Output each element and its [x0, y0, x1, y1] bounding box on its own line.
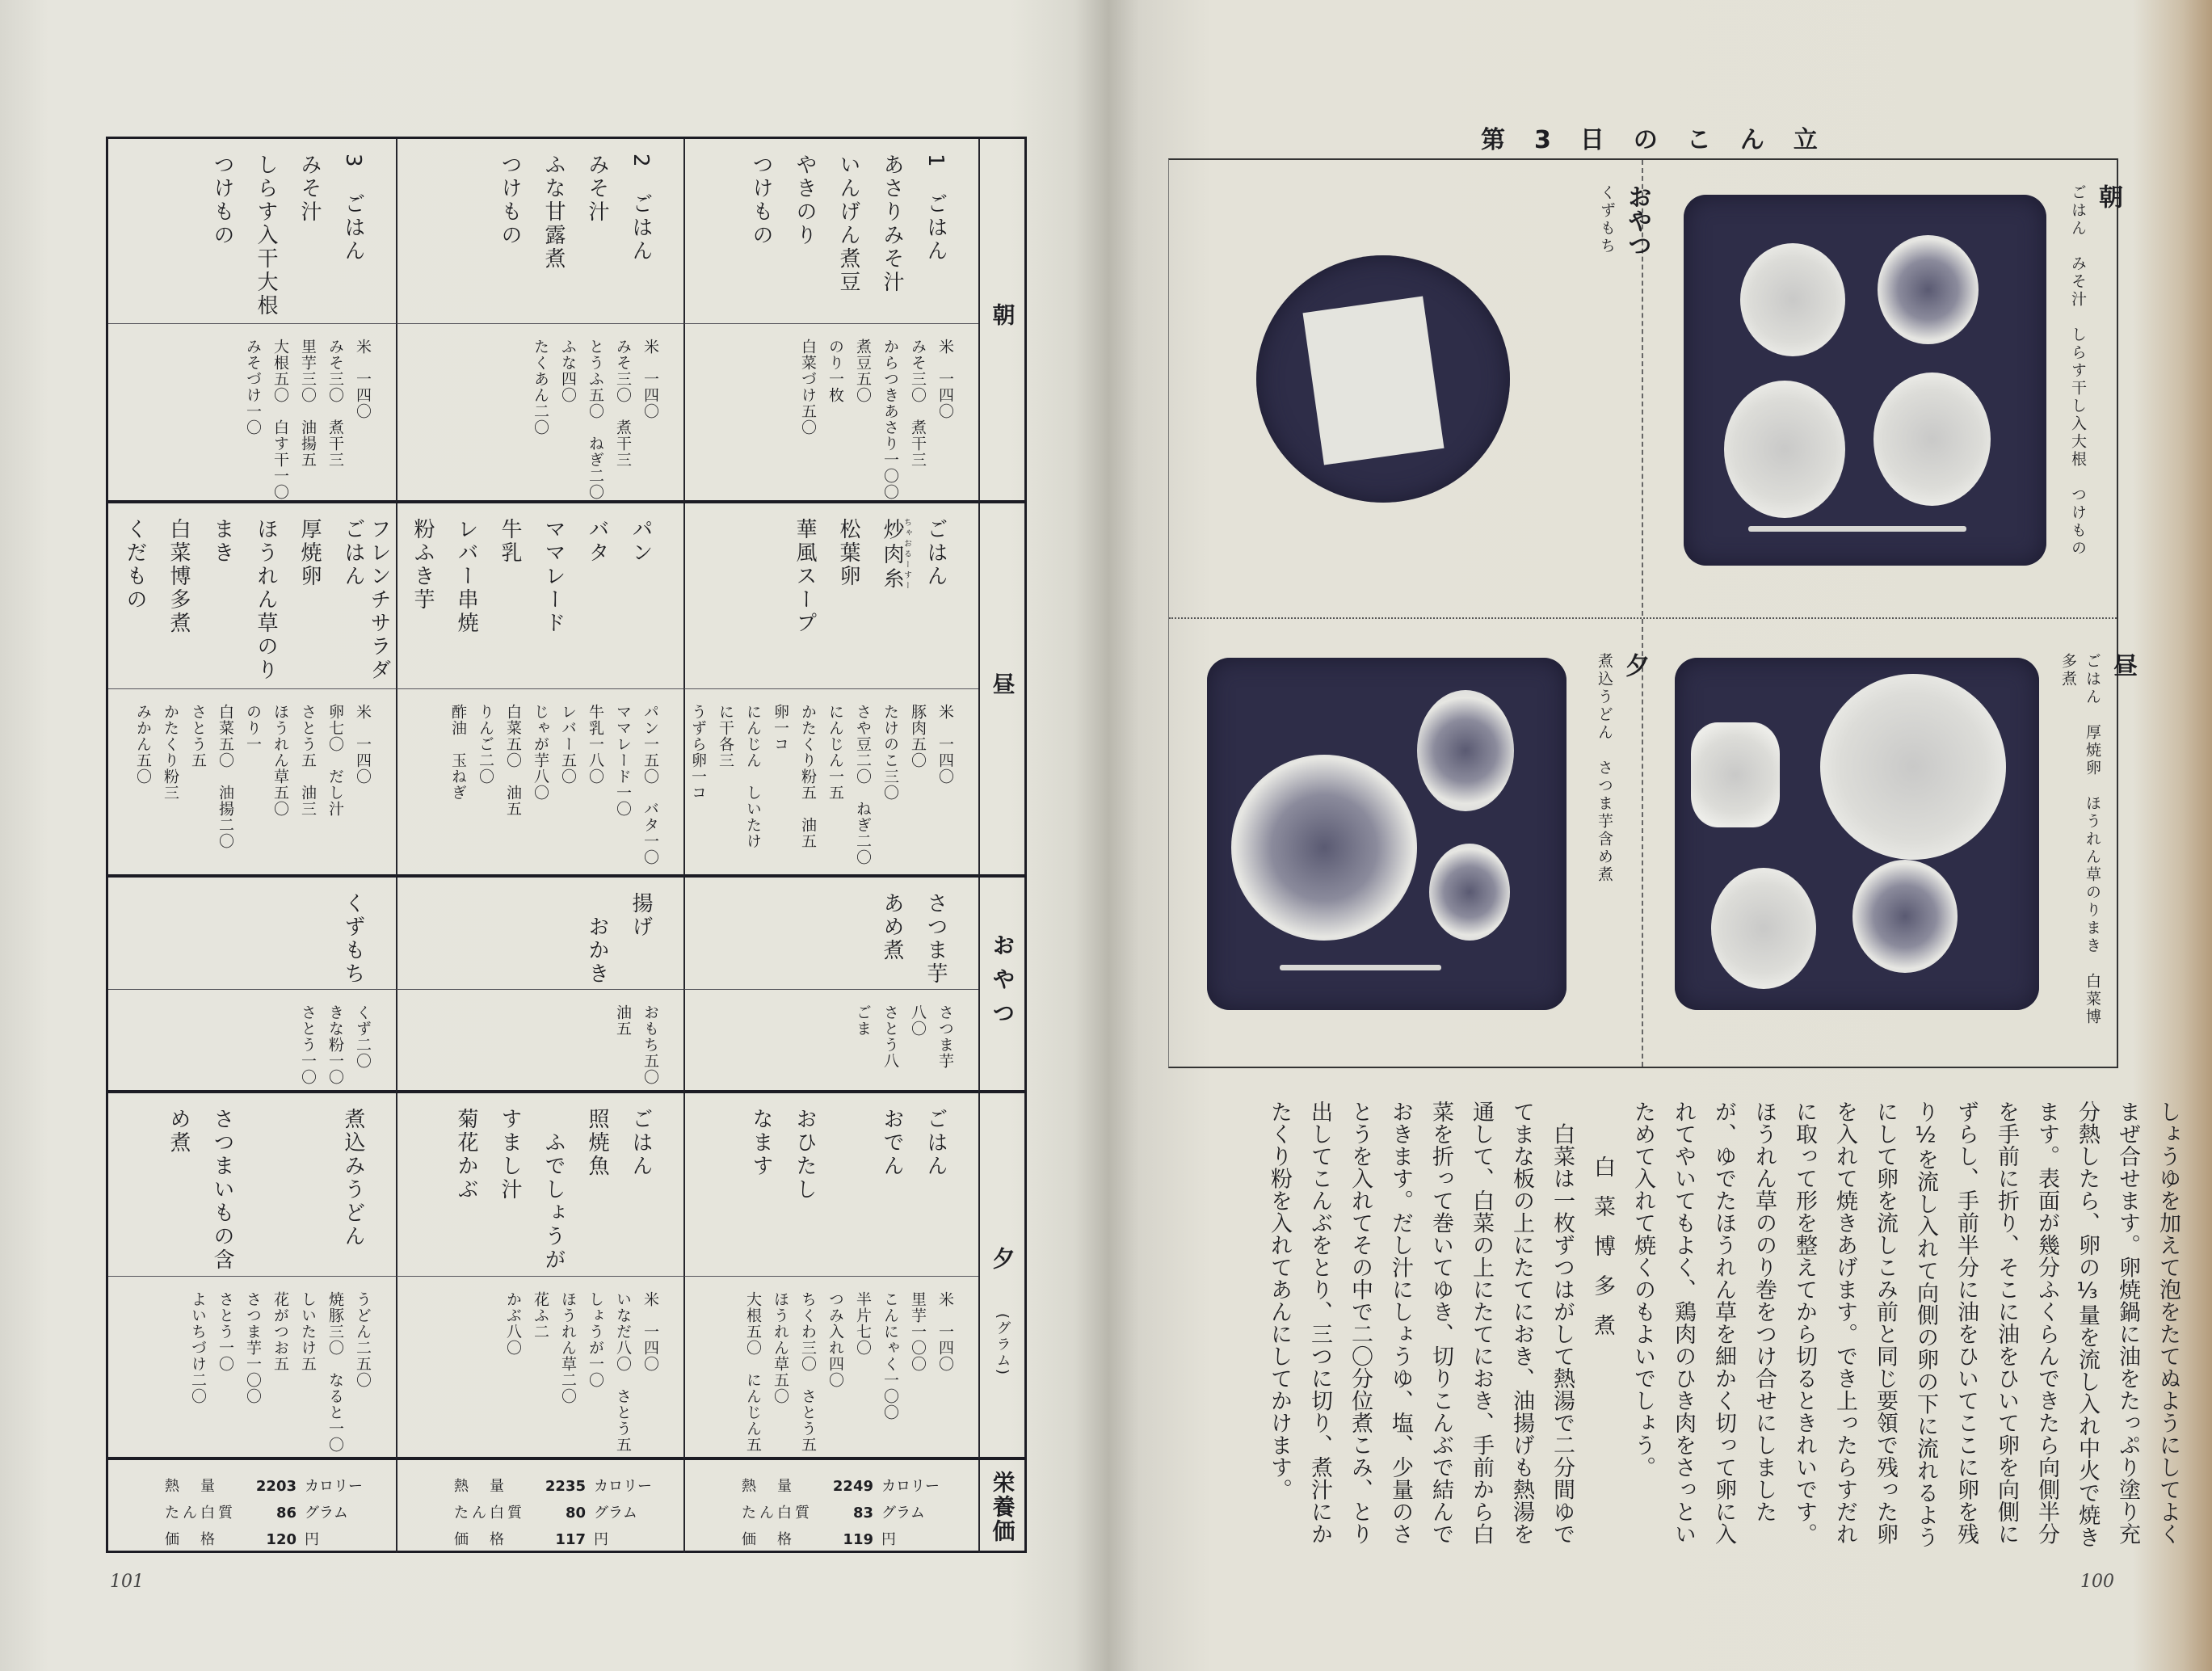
chopsticks-icon — [1748, 526, 1966, 532]
ingredient-item: ごま — [854, 1004, 872, 1037]
row-label-lunch — [978, 503, 1024, 878]
ruby-reading: ちゃおるーすー — [902, 518, 911, 591]
nutrition-label: 価 格 — [454, 1531, 507, 1548]
day1-lunch-ingredients-cell — [683, 689, 978, 878]
nutrition-value: 119 — [843, 1531, 873, 1548]
label-text: 夕 — [989, 1247, 1016, 1281]
page-number: 100 — [2080, 1572, 2114, 1592]
menu-item: 粉ふき芋 — [410, 518, 435, 612]
nutrition-label: たん白質 — [165, 1505, 236, 1522]
row-label-dinner — [978, 1093, 1024, 1460]
bowl-icon — [1691, 722, 1780, 827]
rice-bowl-icon — [1724, 381, 1845, 518]
text-line: れてやいてもよく、鶏肉のひき肉をさっとい — [1671, 1101, 1696, 1545]
menu-item: やきのり — [793, 154, 817, 247]
menu-item: 白菜博多煮 — [166, 518, 191, 635]
text-line: しょうゆを加えて泡をたてぬようにしてよく — [2155, 1101, 2180, 1545]
text-line: 出してこんぶをとり、三つに切り、煮汁にか — [1307, 1101, 1332, 1545]
ingredient-item: 煮豆五〇 — [854, 339, 872, 403]
ingredient-item: 米 一四〇 — [936, 1291, 954, 1372]
ingredient-item: 白菜づけ五〇 — [799, 339, 817, 436]
nutrition-value: 117 — [555, 1531, 586, 1548]
text-line: が、ゆでたほうれん草を細かく切って卵に入 — [1711, 1101, 1736, 1545]
bowl-icon — [1878, 235, 1979, 344]
lunch-photo — [1675, 658, 2039, 1010]
caption-morning — [2066, 184, 2126, 558]
caption-text: ごはん 厚焼卵 ほうれん草のりまき 白菜博 — [2084, 653, 2101, 1026]
ingredient-item: きな粉一〇 — [326, 1004, 344, 1085]
text-line: ためて入れて焼くのもよいでしょう。 — [1630, 1101, 1655, 1479]
menu-item: 3 ごはん — [341, 154, 365, 263]
protein-row — [742, 1500, 978, 1526]
bowl-icon — [1417, 690, 1514, 811]
nutrition-unit: 円 — [594, 1531, 608, 1548]
nutrition-label: 価 格 — [742, 1531, 795, 1548]
caption-label: おやつ — [1623, 184, 1651, 257]
dinner-photo — [1207, 658, 1566, 1010]
menu-item: 揚げ — [629, 892, 653, 939]
nutrition-value: 86 — [275, 1505, 296, 1522]
nutrition-unit: カロリー — [305, 1478, 363, 1495]
ingredient-item: 米 一四〇 — [641, 1291, 659, 1372]
ingredient-item: 酢油 玉ねぎ — [449, 704, 467, 801]
ingredient-item: みそ三〇 煮干三 — [909, 339, 927, 468]
menu-item: みそ汁 — [585, 154, 609, 224]
day2-snack-menu-cell — [396, 878, 683, 990]
day2-snack-ingredients-cell — [396, 990, 683, 1093]
ingredient-item: かたくり粉三 — [162, 704, 179, 801]
page-title: 第3日のこん立 — [1481, 126, 1847, 154]
ingredient-item: に干各三 — [717, 704, 734, 768]
menu-list — [685, 878, 978, 989]
nutrition-unit: カロリー — [881, 1478, 940, 1495]
bowl-icon — [1852, 860, 1958, 973]
dish-name: 炒肉糸 — [880, 518, 904, 591]
menu-item: 厚焼卵 — [297, 518, 322, 588]
recipe-text — [1251, 1101, 2188, 1569]
ingredient-item: よいちづけ二〇 — [189, 1291, 207, 1404]
ingredient-item: さとう八 — [881, 1004, 899, 1069]
caption-lunch — [2056, 653, 2140, 1026]
calories-row — [742, 1473, 978, 1500]
caption-text: 煮込うどん さつま芋含め煮 — [1596, 653, 1613, 884]
price-row — [742, 1526, 978, 1553]
day2-dinner-menu-cell — [396, 1093, 683, 1277]
ingredient-item: ママレード一〇 — [614, 704, 632, 817]
ingredient-item: つみ入れ四〇 — [826, 1291, 844, 1388]
menu-item: 2 ごはん — [629, 154, 653, 263]
ingredient-item: にんじん しいたけ — [744, 704, 762, 849]
day1-morning-menu-cell — [683, 139, 978, 324]
label-text: おやつ — [989, 932, 1016, 1035]
ingredient-item: さとう一〇 — [299, 1004, 317, 1085]
ingredient-item: たくあん二〇 — [532, 339, 549, 436]
protein-row — [165, 1500, 396, 1526]
menu-list — [397, 1093, 683, 1276]
label-text: 朝 — [989, 302, 1016, 337]
menu-item: あさりみそ汁 — [880, 154, 904, 294]
bowl-icon — [1429, 844, 1510, 941]
ingredient-item: ちくわ三〇 さとう五 — [799, 1291, 817, 1453]
nutrition-unit: グラム — [594, 1505, 637, 1522]
nutrition-unit: グラム — [305, 1505, 348, 1522]
menu-item: 華風スープ — [793, 518, 817, 635]
menu-item: まき — [210, 518, 234, 565]
divider-horizontal — [1169, 617, 2117, 619]
menu-item — [288, 1108, 331, 1276]
ingredient-item: かたくり粉五 油五 — [799, 704, 817, 849]
nutrition-unit: カロリー — [594, 1478, 652, 1495]
menu-list — [108, 503, 396, 688]
menu-item — [244, 1108, 288, 1276]
ingredient-item: 豚肉五〇 — [909, 704, 927, 768]
ingredient-item: さつま芋一〇〇 — [244, 1291, 262, 1404]
day1-nutrition-cell — [683, 1460, 978, 1553]
ingredient-item: 白菜五〇 油五 — [504, 704, 522, 817]
day2-nutrition-cell — [396, 1460, 683, 1553]
ingredient-item: うどん二五〇 — [354, 1291, 372, 1388]
ingredient-item: にんじん一五 — [826, 704, 844, 801]
text-line: ます。表面が幾分ふくらんできたら向側半分 — [2034, 1101, 2059, 1545]
menu-item: め煮 — [166, 1108, 191, 1155]
ingredient-item: しょうが一〇 — [587, 1291, 604, 1388]
day3-snack-menu-cell — [108, 878, 396, 990]
price-row — [454, 1526, 683, 1553]
soup-bowl-icon — [1873, 373, 1991, 506]
ingredient-item: うずら卵一コ — [689, 704, 707, 801]
ingredient-item: のり一枚 — [826, 339, 844, 403]
day3-dinner-ingredients-cell — [108, 1277, 396, 1460]
menu-item: ごはん — [341, 518, 365, 588]
row-label-nutrition — [978, 1460, 1024, 1553]
day1-dinner-menu-cell — [683, 1093, 978, 1277]
nutrition-label: 熱 量 — [454, 1478, 507, 1495]
menu-item — [870, 518, 914, 688]
text-line: ずらし、手前半分に油をひいてここに卵を残 — [1953, 1101, 1979, 1545]
nutrition-label: 熱 量 — [165, 1478, 218, 1495]
day3-lunch-menu-cell — [108, 503, 396, 689]
menu-item: レバー串焼 — [454, 518, 478, 635]
nutrition-label: 価 格 — [165, 1531, 218, 1548]
ingredient-item: ほうれん草二〇 — [559, 1291, 577, 1404]
ingredient-list — [397, 1277, 683, 1457]
ingredient-list — [108, 990, 396, 1090]
menu-item: ごはん — [923, 518, 948, 588]
ingredient-item: 米 一四〇 — [354, 704, 372, 785]
day2-lunch-ingredients-cell — [396, 689, 683, 878]
text-line: とうを入れてその中で二〇分位煮こみ、とり — [1348, 1101, 1373, 1545]
row-label-snack — [978, 878, 1024, 1093]
ingredient-item: のり一 — [244, 704, 262, 752]
ingredient-item: 半片七〇 — [854, 1291, 872, 1356]
text-line: に取って形を整えてから切るときれいです。 — [1792, 1101, 1817, 1545]
caption-label: 朝 — [2094, 184, 2122, 208]
menu-list — [108, 139, 396, 323]
breakfast-photo — [1684, 195, 2046, 566]
ingredient-item: 牛乳一八〇 — [587, 704, 604, 785]
menu-item: あめ煮 — [880, 892, 904, 962]
bowl-icon — [1740, 243, 1845, 356]
day1-morning-ingredients-cell — [683, 324, 978, 503]
ingredient-item: レバー五〇 — [559, 704, 577, 785]
day3-dinner-menu-cell — [108, 1093, 396, 1277]
ingredient-item: さとう一〇 — [217, 1291, 234, 1372]
ingredient-item: 白菜五〇 油揚二〇 — [217, 704, 234, 849]
ingredient-item: みかん五〇 — [134, 704, 152, 785]
ingredient-item: 卵七〇 だし汁 — [326, 704, 344, 817]
row-label-morning — [978, 139, 1024, 503]
text-line: ほうれん草ののり巻をつけ合せにしました — [1752, 1101, 1777, 1523]
menu-item: フレンチサラダ — [367, 518, 391, 682]
ingredient-item: ほうれん草五〇 — [271, 704, 289, 817]
ingredient-item: くず二〇 — [354, 1004, 372, 1069]
text-line: たくり粉を入れてあんにしてかけます。 — [1267, 1101, 1292, 1501]
ingredient-item: ほうれん草五〇 — [772, 1291, 789, 1404]
menu-item: ごはん — [923, 1108, 948, 1178]
day1-snack-ingredients-cell — [683, 990, 978, 1093]
day1-snack-menu-cell — [683, 878, 978, 990]
ingredient-item: みそづけ一〇 — [244, 339, 262, 436]
menu-list — [685, 503, 978, 688]
menu-item: さつまいもの含 — [210, 1108, 234, 1272]
caption-label: 昼 — [2109, 653, 2137, 677]
nutrition-label: 熱 量 — [742, 1478, 795, 1495]
menu-item: すまし汁 — [498, 1108, 522, 1202]
ingredient-list — [685, 990, 978, 1090]
menu-list — [685, 139, 978, 323]
ingredient-item: じゃが芋八〇 — [532, 704, 549, 801]
rice-bowl-icon — [1711, 868, 1816, 989]
menu-item: しらす入干大根 — [254, 154, 278, 318]
ingredient-item: さとう五 油三 — [299, 704, 317, 817]
ingredient-item: 米 一四〇 — [936, 704, 954, 785]
nutrition-value: 120 — [266, 1531, 296, 1548]
caption-dinner — [1592, 653, 1652, 884]
unit-label: (グラム) — [994, 1313, 1011, 1377]
day3-snack-ingredients-cell — [108, 990, 396, 1093]
day1-lunch-menu-cell — [683, 503, 978, 689]
day2-dinner-ingredients-cell — [396, 1277, 683, 1460]
text-line: 菜を折って巻いてゆき、切りこんぶで結んで — [1428, 1101, 1453, 1545]
label-text: 昼 — [989, 671, 1016, 706]
menu-list — [397, 139, 683, 323]
menu-table — [106, 137, 1027, 1553]
day3-morning-ingredients-cell — [108, 324, 396, 503]
menu-item: 菊花かぶ — [454, 1108, 478, 1202]
ingredient-item: 花ふ二 — [532, 1291, 549, 1340]
ingredient-item: 米 一四〇 — [936, 339, 954, 419]
ingredient-item: 大根五〇 白す干一〇 — [271, 339, 289, 500]
ingredient-item: いなだ八〇 さとう五 — [614, 1291, 632, 1453]
nutrition-value: 2203 — [255, 1478, 296, 1495]
menu-item: おでん — [880, 1108, 904, 1178]
menu-item: さつま芋 — [923, 892, 948, 986]
text-line: 白菜は一枚ずつはがして熱湯で二分間ゆで — [1550, 1101, 1575, 1545]
ingredient-item: パン一五〇 バタ一〇 — [641, 704, 659, 865]
page-number: 101 — [110, 1572, 144, 1592]
day2-morning-ingredients-cell — [396, 324, 683, 503]
menu-item: 煮込みうどん — [341, 1108, 365, 1248]
udon-pot-icon — [1231, 755, 1417, 941]
price-row — [165, 1526, 396, 1553]
menu-item: 照焼魚 — [585, 1108, 609, 1178]
ingredient-item: おもち五〇 — [641, 1004, 659, 1085]
menu-item: なます — [749, 1108, 773, 1178]
menu-list — [108, 878, 396, 989]
text-line: 通して、白菜の上にたてにおき、手前から白 — [1469, 1101, 1494, 1545]
ingredient-item: 大根五〇 にんじん五 — [744, 1291, 762, 1453]
menu-item: ごはん — [629, 1108, 653, 1178]
ingredient-item: ふな四〇 — [559, 339, 577, 403]
ingredient-item: 焼豚三〇 なると一〇 — [326, 1291, 344, 1453]
menu-item: 牛乳 — [498, 518, 522, 565]
text-line: を入れて焼きあげます。でき上ったらすだれ — [1832, 1101, 1857, 1545]
nutrition-value: 83 — [852, 1505, 873, 1522]
day2-morning-menu-cell — [396, 139, 683, 324]
menu-item: みそ汁 — [297, 154, 322, 224]
caption-text: くずもち — [1598, 184, 1616, 255]
text-line: り½を流し入れて向側の卵の下に流れるよう — [1913, 1101, 1938, 1548]
text-line: を手前に折り、そこに油をひいて卵を向側に — [1994, 1101, 2019, 1545]
ingredient-item: しいたけ五 — [299, 1291, 317, 1372]
nutrition-value: 2249 — [832, 1478, 873, 1495]
menu-item: ママレード — [541, 518, 566, 635]
menu-item: つけもの — [749, 154, 773, 247]
ingredient-item: さつま芋 — [936, 1004, 954, 1069]
menu-list — [108, 1093, 396, 1276]
nutrition-value: 2235 — [545, 1478, 586, 1495]
ingredient-item: たけのこ三〇 — [881, 704, 899, 801]
label-text: 栄養価 — [989, 1470, 1016, 1543]
ingredient-list — [397, 689, 683, 874]
menu-item: パン — [629, 518, 653, 565]
menu-item: 松葉卵 — [836, 518, 860, 588]
menu-item: つけもの — [210, 154, 234, 247]
menu-item: 1 ごはん — [923, 154, 948, 263]
calories-row — [454, 1473, 683, 1500]
ingredient-list — [397, 990, 683, 1090]
menu-item: ほうれん草のり — [254, 518, 278, 682]
calories-row — [165, 1473, 396, 1500]
nutrition-label: たん白質 — [742, 1505, 813, 1522]
ingredient-item: 花がつお五 — [271, 1291, 289, 1372]
recipe-heading: 白菜博多煮 — [1590, 1155, 1615, 1353]
ingredient-item: 油五 — [614, 1004, 632, 1037]
menu-item: くずもち — [341, 892, 365, 986]
menu-item: おひたし — [793, 1108, 817, 1202]
ingredient-list — [397, 324, 683, 500]
day1-dinner-ingredients-cell — [683, 1277, 978, 1460]
ingredient-list — [685, 689, 978, 874]
menu-item: いんげん煮豆 — [836, 154, 860, 294]
menu-list — [685, 1093, 978, 1276]
divider-vertical — [1642, 160, 1643, 1067]
photo-frame — [1168, 158, 2137, 1068]
ingredient-item: りんご二〇 — [477, 704, 494, 785]
ingredient-item: こんにゃく一〇〇 — [881, 1291, 899, 1421]
menu-item: くだもの — [123, 518, 147, 612]
ingredient-item: 里芋三〇 油揚五 — [299, 339, 317, 468]
ingredient-item: 米 一四〇 — [354, 339, 372, 419]
right-page — [1107, 0, 2212, 1671]
menu-item: バタ — [585, 518, 609, 565]
ingredient-item: かぶ八〇 — [504, 1291, 522, 1356]
caption-label: 夕 — [1621, 653, 1649, 677]
nutrition-unit: 円 — [881, 1531, 896, 1548]
menu-list — [397, 878, 683, 989]
ingredient-item: さや豆二〇 ねぎ二〇 — [854, 704, 872, 865]
ingredient-item: さとう五 — [189, 704, 207, 768]
menu-item: ふでしょうが — [541, 1108, 566, 1272]
day3-lunch-ingredients-cell — [108, 689, 396, 878]
kuzumochi-icon — [1303, 296, 1445, 465]
ingredient-list — [685, 1277, 978, 1457]
menu-item: つけもの — [498, 154, 522, 247]
menu-list — [367, 503, 683, 688]
text-line: てまな板の上にたてにおき、油揚げも熱湯を — [1509, 1101, 1534, 1545]
snack-photo — [1256, 255, 1510, 503]
ingredient-item: みそ三〇 煮干三 — [326, 339, 344, 468]
day2-lunch-menu-cell — [367, 503, 683, 689]
caption-snack — [1595, 184, 1655, 281]
text-line: にして卵を流しこみ前と同じ要領で残った卵 — [1873, 1101, 1898, 1545]
nutrition-unit: 円 — [305, 1531, 319, 1548]
ingredient-list — [108, 324, 396, 500]
text-line: まぜ合せます。卵焼鍋に油をたっぷり塗り充 — [2115, 1101, 2140, 1545]
day3-morning-menu-cell — [108, 139, 396, 324]
ingredient-list — [685, 324, 978, 500]
caption-text: 多煮 — [2059, 653, 2077, 688]
chopsticks-icon — [1280, 965, 1441, 970]
plate-icon — [1820, 674, 2006, 860]
text-line: おきます。だし汁にしょうゆ、塩、少量のさ — [1388, 1101, 1413, 1545]
text-line: 分熱したら、卵の⅓量を流し入れ中火で焼き — [2075, 1101, 2100, 1548]
caption-text: ごはん みそ汁 しらす干し入大根 つけもの — [2069, 184, 2087, 558]
ingredient-item: 卵一コ — [772, 704, 789, 752]
menu-item: おかき — [585, 892, 609, 986]
nutrition-value: 80 — [565, 1505, 586, 1522]
ingredient-list — [108, 1277, 396, 1457]
ingredient-item: 米 一四〇 — [641, 339, 659, 419]
day3-nutrition-cell — [108, 1460, 396, 1553]
ingredient-list — [108, 689, 396, 874]
nutrition-unit: グラム — [881, 1505, 925, 1522]
protein-row — [454, 1500, 683, 1526]
menu-item — [826, 1108, 870, 1276]
nutrition-label: たん白質 — [454, 1505, 525, 1522]
menu-item: ふな甘露煮 — [541, 154, 566, 271]
ingredient-item: 里芋一〇〇 — [909, 1291, 927, 1372]
ingredient-item: からつきあさり一〇〇 — [881, 339, 899, 500]
ingredient-item: 八〇 — [909, 1004, 927, 1037]
ingredient-item: みそ三〇 煮干三 — [614, 339, 632, 468]
ingredient-item: とうふ五〇 ねぎ二〇 — [587, 339, 604, 500]
